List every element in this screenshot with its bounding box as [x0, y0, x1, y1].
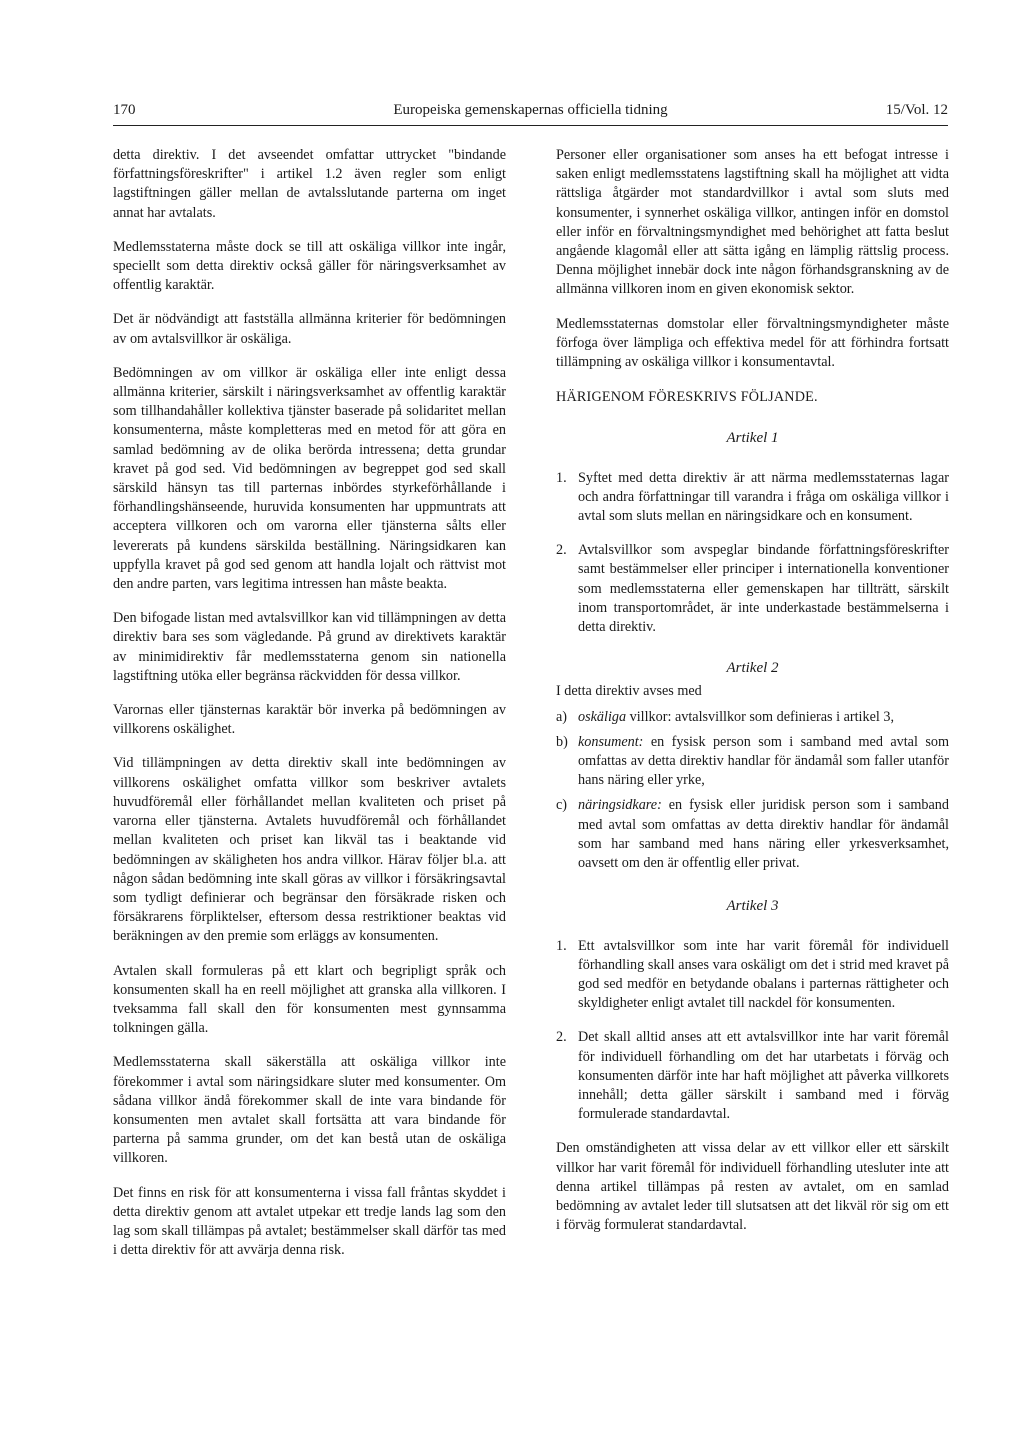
item-text: Avtalsvillkor som avspeglar bindande författningsföreskrifter samt bestämmelser eller principer i internationella konventioner som medlemsstaterna eller gemenskapen har tillträtt, särskilt inom transportområdet, är inte underkastade bestämmelserna i detta direktiv.: [578, 542, 949, 636]
article-1-title: Artikel 1: [726, 430, 779, 447]
item-text: Ett avtalsvillkor som inte har varit föremål för individuell förhandling skall anses vara oskäligt om det i strid med kravet på god sed medför en betydande obalans i parternas rättigheter och skyldigheter enligt avtalet till nackdel för konsumenten.: [578, 937, 949, 1012]
paragraph: Medlemsstaternas domstolar eller förvaltningsmyndigheter måste förfoga över lämpliga och effektiva medel för att förhindra fortsatt tillämpning av oskäliga villkor i konsumentavtal.: [556, 315, 949, 371]
definition-text: villkor: avtalsvillkor som definieras i artikel 3,: [626, 708, 895, 725]
right-column: [556, 146, 949, 1235]
item-text: [578, 733, 949, 791]
paragraph: Medlemsstaterna skall säkerställa att oskäliga villkor inte förekommer i avtal som näringsidkare sluter med konsumenter. Om sådana villkor ändå förekommer skall de inte vara bindande för konsumenten men avtalet skall fortsätta att vara bindande för parterna på samma grunder, om det kan bestå utan de oskäliga villkoren.: [113, 1054, 506, 1167]
defined-term: konsument:: [578, 733, 644, 750]
paragraph: Medlemsstaterna måste dock se till att oskäliga villkor inte ingår, speciellt som detta direktiv också gäller för näringsverksamhet av offentlig karaktär.: [113, 238, 506, 294]
page-header: [113, 100, 948, 124]
paragraph: Den omständigheten att vissa delar av ett villkor eller ett särskilt villkor har varit föremål för individuell förhandling utesluter inte att denna artikel tillämpas på resten av avtalet, om en samlad bedömning av avtalet leder till slutsatsen att det likväl rör sig om ett i förväg formulerat standardavtal.: [556, 1140, 949, 1234]
article-1-item: [556, 541, 949, 637]
paragraph: Den bifogade listan med avtalsvillkor kan vid tillämpningen av detta direktiv bara ses som vägledande. På grund av direktivets karaktär av minimidirektiv får medlemsstaterna genom sin nationella lagstiftning utöka eller begränsa räckvidden för dessa villkor.: [113, 610, 506, 684]
article-3-item: [556, 937, 949, 1014]
paragraph: Avtalen skall formuleras på ett klart och begripligt språk och konsumenten skall ha en reell möjlighet att granska alla villkoren. I tveksamma fall skall den för konsumenten mest gynnsamma tolkningen gälla.: [113, 962, 506, 1037]
defined-term: oskäliga: [578, 708, 627, 725]
article-1-item: [556, 469, 949, 527]
definition-item: [556, 796, 949, 873]
definition-item: [556, 708, 949, 727]
item-label: c): [556, 797, 568, 814]
definition-text: en fysisk eller juridisk person som i samband med avtal som omfattas av detta direktiv handlar för ändamål som har samband med hans näring eller yrkesverksamhet, oavsett om den är offentlig eller privat.: [578, 797, 949, 872]
article-3-title: Artikel 3: [726, 898, 779, 915]
page-number: 170: [113, 102, 136, 118]
left-column: [113, 146, 506, 1260]
journal-title: Europeiska gemenskapernas officiella tidning: [393, 102, 668, 118]
item-text: [578, 708, 949, 727]
item-label: b): [556, 733, 568, 750]
item-number: 1.: [556, 937, 567, 954]
issue-number: 15/Vol. 12: [885, 102, 948, 118]
item-text: [578, 796, 949, 873]
item-number: 2.: [556, 1029, 567, 1046]
paragraph: detta direktiv. I det avseendet omfattar uttrycket "bindande författningsföreskrifter" i artikel 1.2 även regler som enligt lagstiftningen gäller mellan de avtalsslutande parterna om inget annat har avtalats.: [113, 147, 506, 221]
article-3-item: [556, 1028, 949, 1124]
paragraph: Det är nödvändigt att fastställa allmänna kriterier för bedömningen av om avtalsvillkor är oskäliga.: [113, 311, 506, 347]
item-number: 1.: [556, 469, 567, 486]
enacting-formula: HÄRIGENOM FÖRESKRIVS FÖLJANDE.: [556, 389, 818, 406]
article-2-intro: I detta direktiv avses med: [556, 683, 702, 700]
paragraph: Bedömningen av om villkor är oskäliga eller inte enligt dessa allmänna kriterier, särskilt i näringsverksamhet av offentlig karaktär som tillhandahåller kollektiva tjänster baserade på solidaritet mellan konsumenterna, måste kompletteras med en metod för att göra en samlad bedömning av de olika berörda intressena; detta grundar kravet på god sed. Vid bedömningen av begreppet god sed skall särskild hänsyn tas till parternas inbördes styrkeförhållande i förhandlingshänseende, huruvida konsumenten har uppmuntrats att acceptera villkoren och om varorna eller tjänsterna sålts eller levererats på kundens särskilda beställning. Näringsidkaren kan uppfylla kravet på god sed genom att handla lojalt och rättvist mot den andre parten, vars legitima intressen han måste beakta.: [113, 364, 506, 593]
paragraph: Vid tillämpningen av detta direktiv skall inte bedömningen av villkorens oskälighet omfatta villkor som beskriver avtalets huvudföremål eller förhållandet mellan kvaliteten och priset på varorna eller tjänsterna. Avtalets huvudföremål och förhållandet mellan kvaliteten och priset kan likväl tas i beaktande vid bedömningen av skäligheten hos andra villkor. Härav följer bl.a. att någon sådan bedömning inte skall göras av villkor i försäkringsavtal som tydligt definierar och begränsar den försäkrade risken och försäkrarens förpliktelser, eftersom dessa restriktioner beaktas vid beräkningen av den premie som erläggs av konsumenten.: [113, 755, 506, 945]
paragraph: Varornas eller tjänsternas karaktär bör inverka på bedömningen av villkorens oskälighet.: [113, 702, 506, 738]
definition-item: [556, 733, 949, 791]
article-2-title: Artikel 2: [726, 660, 779, 677]
item-text: Syftet med detta direktiv är att närma medlemsstaternas lagar och andra författningar till varandra i fråga om oskäliga villkor i avtal som sluts mellan en näringsidkare och en konsument.: [578, 469, 949, 525]
header-rule: [113, 125, 948, 126]
paragraph: Det finns en risk för att konsumenterna i vissa fall fråntas skyddet i detta direktiv genom att avtalet utpekar ett tredje lands lag som den lag som skall tillämpas på avtalet; bestämmelser skall därför tas med i detta direktiv för att avvärja denna risk.: [113, 1184, 506, 1259]
defined-term: näringsidkare:: [578, 797, 662, 814]
item-text: Det skall alltid anses att ett avtalsvillkor inte har varit föremål för individuell förhandling om det har utarbetats i förväg och konsumenten därför inte har haft möjlighet att påverka villkorets innehåll; detta gäller särskilt i samband med i förväg formulerade standardavtal.: [578, 1029, 949, 1123]
item-number: 2.: [556, 542, 567, 559]
definition-text: en fysisk person som i samband med avtal som omfattas av detta direktiv handlar för ändamål som faller utanför hans näring eller yrke,: [578, 733, 949, 789]
paragraph: Personer eller organisationer som anses ha ett befogat intresse i saken enligt medlemsstatens lagstiftning skall ha möjlighet att vidta rättsliga åtgärder mot standardvillkor i avtal som sluts med konsumenter, i synnerhet oskäliga villkor, antingen inför en domstol eller inför en förvaltningsmyndighet med behörighet att fatta beslut angående klagomål eller att sätta igång en lämplig rättslig process. Denna möjlighet innebär dock inte någon förhandsgranskning av de allmänna villkoren inom en given ekonomisk sektor.: [556, 147, 949, 298]
item-label: a): [556, 708, 568, 725]
